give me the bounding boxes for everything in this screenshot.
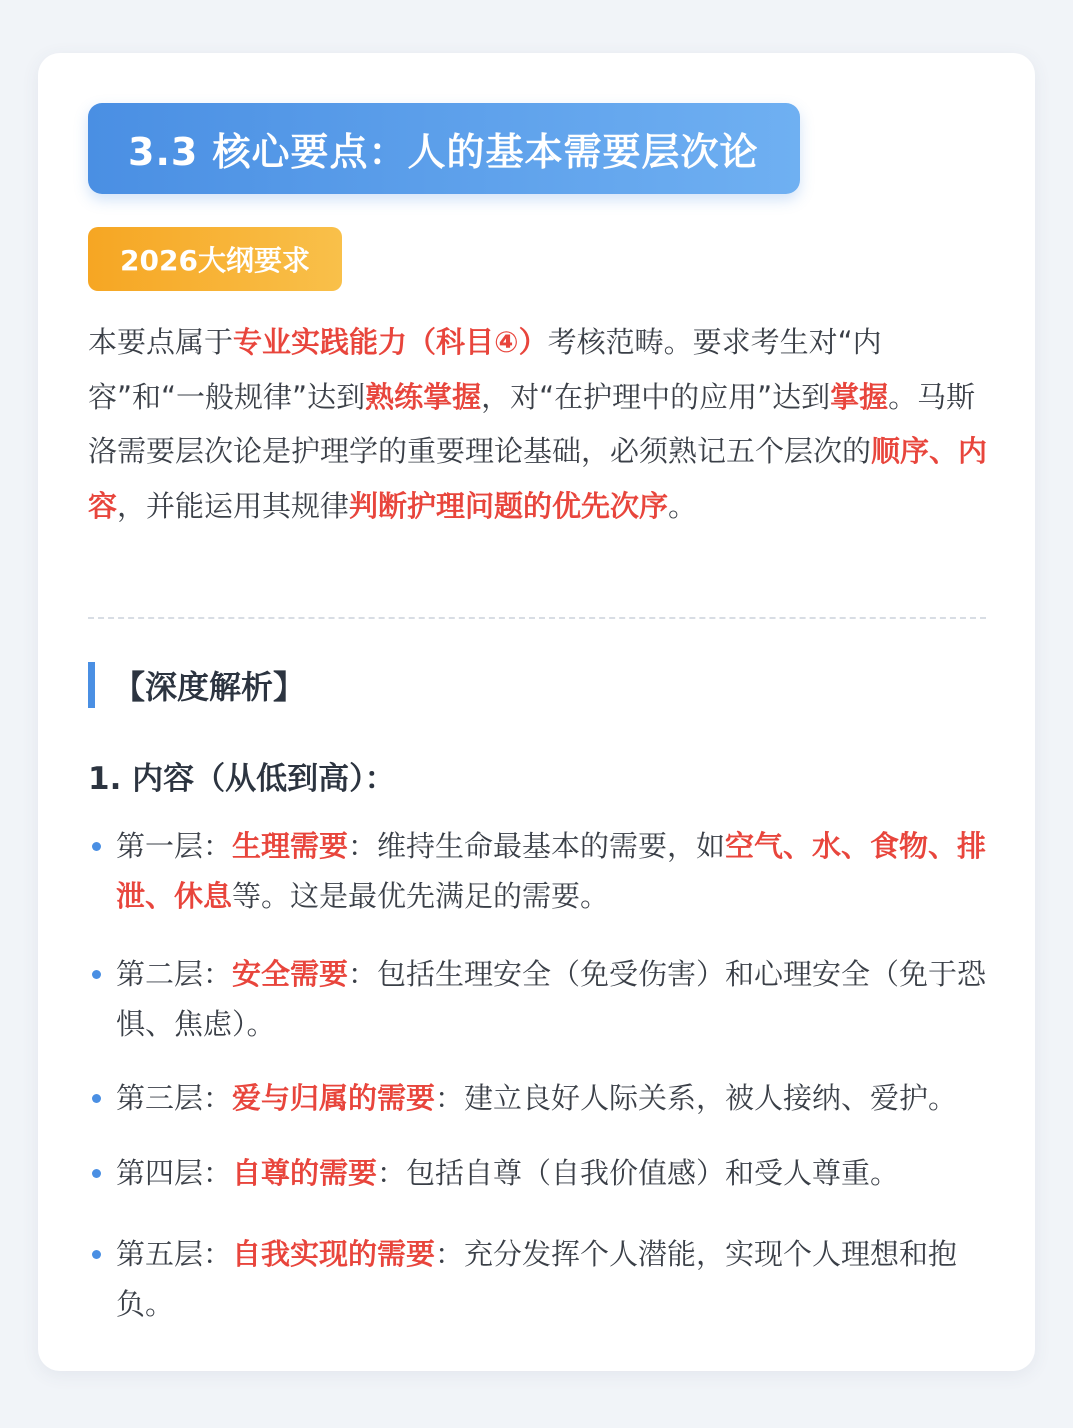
list-item: [88, 1229, 988, 1329]
intro-paragraph: [88, 315, 988, 533]
syllabus-badge: [88, 227, 342, 291]
level-desc: ：包括生理安全（免受伤害）和心理安全（免于恐惧、焦虑）。: [116, 957, 987, 1041]
bullet-dot-icon: [92, 1094, 101, 1103]
level-name: 生理需要: [232, 829, 349, 863]
intro-highlight: 专业实践能力（科目④）: [233, 325, 548, 359]
level-prefix: 第四层：: [116, 1156, 233, 1190]
subsection-heading: 1. 内容（从低到高）：: [88, 761, 396, 797]
intro-text: ，对“在护理中的应用”达到: [481, 379, 831, 414]
level-desc: ：建立良好人际关系，被人接纳、爱护。: [435, 1081, 958, 1115]
page-title: 3.3 核心要点：人的基本需要层次论: [128, 130, 759, 174]
section-heading-label: 【深度解析】: [113, 668, 306, 706]
intro-highlight: 掌握: [830, 379, 889, 414]
level-desc: ：维持生命最基本的需要，如: [348, 829, 726, 863]
intro-text: 。马斯洛需要层次论是护理学的重要理论基础，必须熟记五个层次的: [88, 379, 976, 468]
level-prefix: 第二层：: [116, 957, 233, 991]
list-item: [88, 949, 988, 1049]
section-heading: [88, 662, 305, 708]
intro-text: 考核范畴。要求考生对“内容”和“一般规律”达到: [88, 325, 882, 414]
syllabus-badge-label: 2026大纲要求: [120, 244, 310, 277]
bullet-dot-icon: [92, 970, 101, 979]
title-banner: [88, 103, 800, 194]
level-name: 安全需要: [232, 957, 349, 991]
bullet-dot-icon: [92, 1169, 101, 1178]
intro-text: 。: [668, 488, 698, 523]
bullet-dot-icon: [92, 1250, 101, 1259]
level-prefix: 第五层：: [116, 1237, 233, 1271]
list-item: [88, 821, 988, 921]
list-item: [88, 1148, 988, 1198]
level-desc: ：包括自尊（自我价值感）和受人尊重。: [377, 1156, 900, 1190]
intro-highlight: 顺序、内容: [88, 434, 988, 523]
level-highlight: 空气、水、食物、排泄、休息: [116, 829, 987, 913]
level-name: 自我实现的需要: [232, 1237, 436, 1271]
intro-highlight: 判断护理问题的优先次序: [349, 488, 669, 523]
level-name: 爱与归属的需要: [232, 1081, 436, 1115]
level-prefix: 第三层：: [116, 1081, 233, 1115]
list-item: [88, 1073, 988, 1123]
intro-text: ，并能运用其规律: [117, 488, 350, 523]
dashed-divider: [88, 617, 986, 619]
level-prefix: 第一层：: [116, 829, 233, 863]
level-desc: ：充分发挥个人潜能，实现个人理想和抱负。: [116, 1237, 958, 1321]
level-suffix: 等。这是最优先满足的需要。: [232, 879, 610, 913]
level-name: 自尊的需要: [232, 1156, 378, 1190]
bullet-dot-icon: [92, 842, 101, 851]
content-card: [38, 53, 1035, 1371]
intro-highlight: 熟练掌握: [365, 379, 482, 414]
needs-level-list: [88, 821, 988, 1329]
intro-text: 本要点属于: [88, 325, 234, 359]
